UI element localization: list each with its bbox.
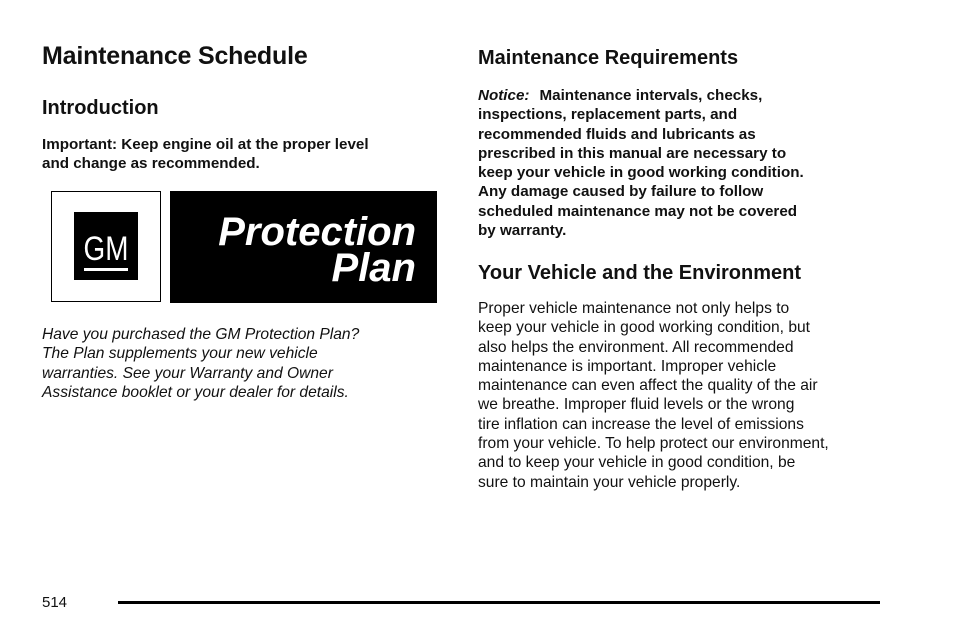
page-number: 514 xyxy=(42,594,68,611)
notice-line: prescribed in this manual are necessary to xyxy=(478,144,787,162)
environment-paragraph xyxy=(478,299,898,492)
gm-logo-text: GM xyxy=(83,229,129,268)
important-line: and change as recommended. xyxy=(42,155,260,173)
introduction-heading: Introduction xyxy=(42,97,159,119)
important-line: Important: Keep engine oil at the proper level xyxy=(42,136,369,153)
notice-line: recommended fluids and lubricants as xyxy=(478,125,756,143)
gm-logo-mark xyxy=(74,212,138,280)
gm-logo xyxy=(51,191,161,302)
notice-line: scheduled maintenance may not be covered xyxy=(478,202,798,220)
maintenance-requirements-heading: Maintenance Requirements xyxy=(478,47,739,69)
page-title: Maintenance Schedule xyxy=(42,42,308,70)
important-note xyxy=(42,135,442,174)
environment-line: tire inflation can increase the level of emissions xyxy=(478,415,804,433)
environment-line: also helps the environment. All recommended xyxy=(478,338,794,356)
notice-line: inspections, replacement parts, and xyxy=(478,106,738,124)
environment-line: keep your vehicle in good working condition, but xyxy=(478,319,811,337)
promo-line: The Plan supplements your new vehicle xyxy=(42,345,318,363)
environment-line: sure to maintain your vehicle properly. xyxy=(478,473,741,491)
protection-plan-description xyxy=(42,325,442,402)
notice-line: Any damage caused by failure to follow xyxy=(478,183,764,201)
environment-line: and to keep your vehicle in good condition, be xyxy=(478,454,796,472)
environment-line: maintenance is important. Improper vehicle xyxy=(478,357,777,375)
notice-label: Notice: xyxy=(478,87,530,104)
promo-line: Have you purchased the GM Protection Plan? xyxy=(42,326,360,343)
protection-plan-logo xyxy=(170,191,437,303)
promo-line: Assistance booklet or your dealer for details. xyxy=(42,383,349,401)
notice-paragraph xyxy=(478,86,898,240)
environment-heading: Your Vehicle and the Environment xyxy=(478,262,802,284)
environment-line: from your vehicle. To help protect our environment, xyxy=(478,435,829,453)
notice-line: by warranty. xyxy=(478,222,567,240)
environment-line: we breathe. Improper fluid levels or the wrong xyxy=(478,396,795,414)
environment-line: Proper vehicle maintenance not only helps to xyxy=(478,300,790,317)
notice-line xyxy=(478,86,898,105)
notice-text: Maintenance intervals, checks, xyxy=(539,87,763,104)
promo-line: warranties. See your Warranty and Owner xyxy=(42,364,333,382)
protection-plan-line2: Plan xyxy=(331,246,416,290)
notice-line: keep your vehicle in good working condition. xyxy=(478,164,804,182)
footer-rule xyxy=(118,601,880,604)
environment-line: maintenance can even affect the quality of the air xyxy=(478,377,818,395)
protection-plan-line1: Protection xyxy=(218,210,416,254)
